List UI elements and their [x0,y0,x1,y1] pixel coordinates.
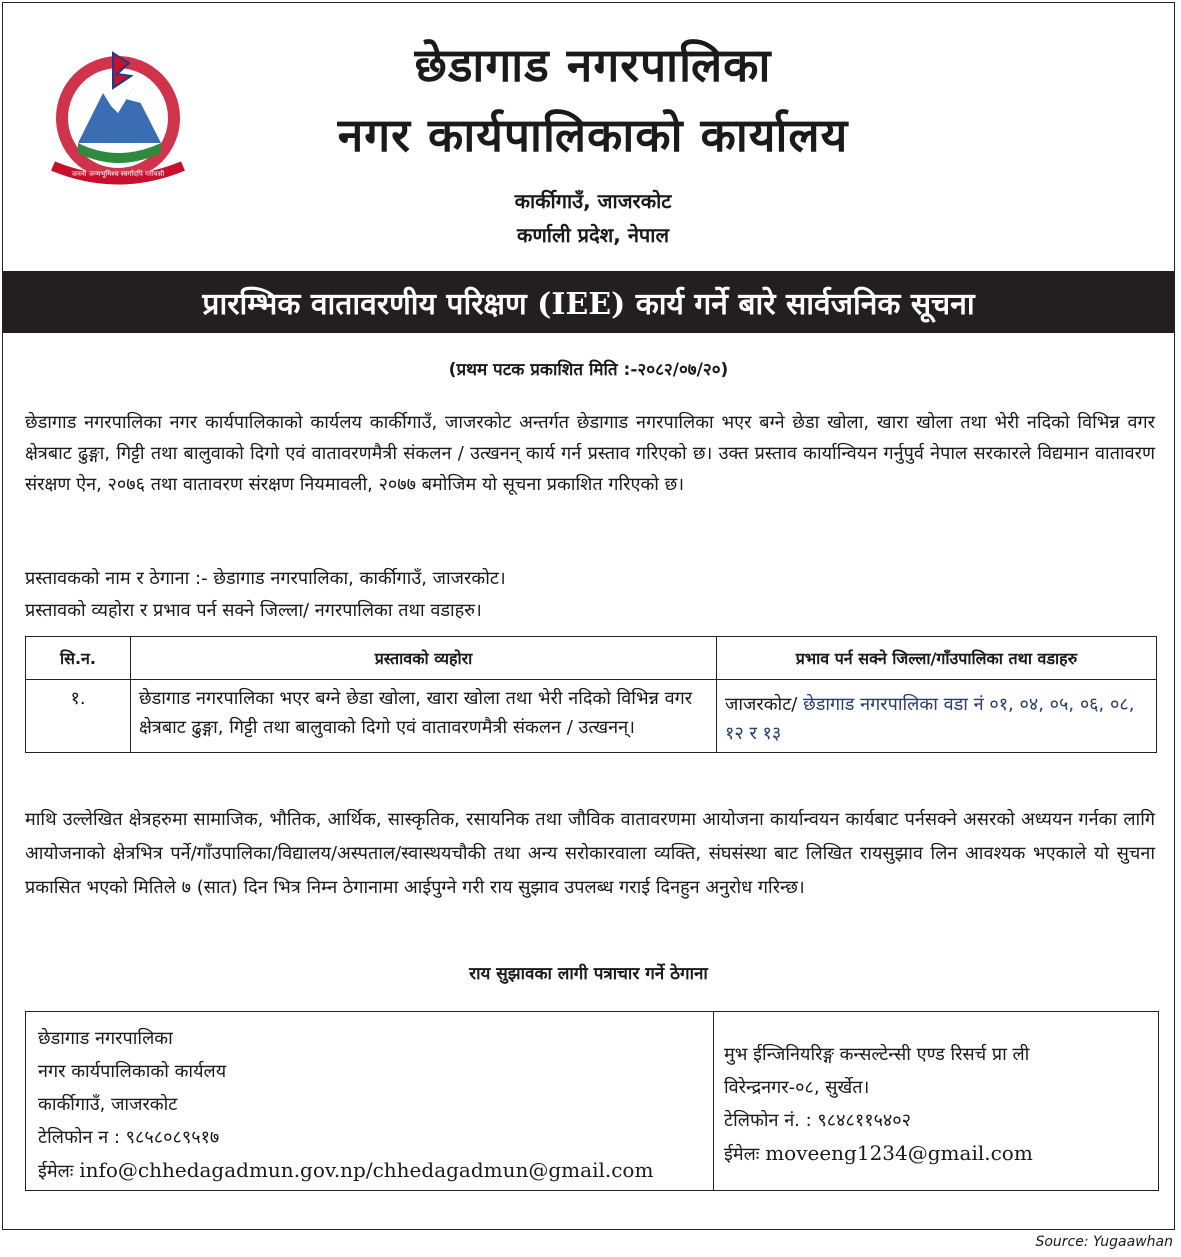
contact-left-line2: नगर कार्यपालिकाको कार्यलय [38,1061,227,1082]
proponent-info [25,563,506,627]
office-province: कर्णाली प्रदेश, नेपाल [516,223,670,247]
intro-paragraph: छेडागाड नगरपालिका नगर कार्यपालिकाको कार्यलय कार्कीगाउँ, जाजरकोट अन्तर्गत छेडागाड नगरपालिका भएर बग्ने छेडा खोला, खारा खोला तथा भेरी नदिको विभिन्न वगर क्षेत्रबाट ढुङ्गा, गिट्टी तथा बालुवाको दिगो एवं वातावरणमैत्री संकलन / उत्खनन् कार्य गर्न प्रस्ताव गरिएको छ। उक्त प्रस्ताव कार्यान्वियन गर्नुपुर्व नेपाल सरकारले विद्यमान वातावरण संरक्षण ऐन, २०७६ तथा वातावरण संरक्षण नियमावली, २०७७ बमोजिम यो सूचना प्रकाशित गरिएको छ। [25,412,1155,495]
proponent-name-address: प्रस्तावकको नाम र ठेगाना :- छेडागाड नगरपालिका, कार्कीगाउँ, जाजरकोट। [25,568,506,589]
email-label: ईमेलः [38,1161,74,1182]
public-notice [2,2,1175,1230]
request-paragraph: माथि उल्लेखित क्षेत्रहरुमा सामाजिक, भौतिक, आर्थिक, सास्कृतिक, रसायनिक तथा जौविक वातावरणमा आयोजना कार्यान्वयन कार्यबाट पर्नसक्ने असरको अध्ययन गर्नका लागि आयोजनाको क्षेत्रभित्र पर्ने/गाँउपालिका/विद्यालय/अस्पताल/स्वास्थयचौकी तथा अन्य सरोकारवाला व्यक्ति, संघसंस्था बाट लिखित रायसुझाव लिन आवश्यक भएकाले यो सुचना प्रकासित भएको मितिले ७ (सात) दिन भित्र निम्न ठेगानामा आईपुग्ने गरी राय सुझाव उपलब्ध गराई दिनहुन अनुरोध गरिन्छ। [25,809,1155,898]
row-description: छेडागाड नगरपालिका भएर बग्ने छेडा खोला, खारा खोला तथा भेरी नदिको विभिन्न वगर क्षेत्रबाट ढुङ्गा, गिट्टी तथा बालुवाको दिगो एवं वातावरणमैत्री संकलन / उत्खनन्। [131,680,717,753]
municipality-contact [26,1012,714,1190]
nepal-government-emblem [33,48,203,188]
row-sn: १. [26,680,131,753]
correspondence-heading: राय सुझावका लागी पत्राचार गर्ने ठेगाना [469,964,708,984]
contact-right-line2: विरेन्द्रनगर-०८, सुर्खेत। [724,1077,870,1098]
header-sn: सि.न. [26,637,131,680]
office-name: नगर कार्यपालिकाको कार्यालय [337,108,849,162]
contact-right-email-row [724,1137,1150,1171]
publish-date: (प्रथम पटक प्रकाशित मिति :-२०८२/०७/२०) [448,360,729,380]
contact-left-line1: छेडागाड नगरपालिका [38,1028,173,1049]
emblem-motto: जननी जन्मभूमिश्च स्वर्गादपि गरीयसी [71,170,165,178]
header-description: प्रस्तावको व्यहोरा [131,637,717,680]
contact-left-line3: कार्कीगाउँ, जाजरकोट [38,1094,178,1115]
row-district: जाजरकोट/ [725,694,798,715]
consultant-contact [714,1012,1158,1190]
header-affected-area: प्रभाव पर्न सक्ने जिल्ला/गाँउपालिका तथा वडाहरु [717,637,1157,680]
table-header-row [26,637,1157,680]
municipality-name: छेडागाड नगरपालिका [414,38,772,92]
contact-left-phone: टेलिफोन न : ९८५८०८९५१७ [38,1127,220,1148]
notice-title-banner: प्रारम्भिक वातावरणीय परिक्षण (IEE) कार्य गर्ने बारे सार्वजनिक सूचना [3,271,1174,333]
email-label: ईमेलः [724,1144,760,1165]
table-row [26,680,1157,753]
row-wards: छेडागाड नगरपालिका वडा नं ०१, ०४, ०५, ०६, ०८, १२ र १३ [725,694,1135,744]
correspondence-addresses [25,1011,1159,1191]
contact-left-email[interactable]: info@chhedagadmun.gov.np/chhedagadmun@gmail.com [79,1158,654,1182]
source-credit: Source: Yugaawhan [1035,1234,1173,1250]
proposal-impact-heading: प्रस्तावको व्यहोरा र प्रभाव पर्न सक्ने जिल्ला/ नगरपालिका तथा वडाहरु। [25,600,482,621]
contact-right-line1: मुभ ईन्जिनियरिङ्ग कन्सल्टेन्सी एण्ड रिसर्च प्रा ली [724,1044,1030,1065]
proposal-table [25,636,1157,753]
row-affected-area [717,680,1157,753]
contact-right-phone: टेलिफोन नं. : ९८४८११५४०२ [724,1110,912,1131]
office-address: कार्कीगाउँ, जाजरकोट [514,189,672,213]
contact-right-email[interactable]: moveeng1234@gmail.com [765,1141,1033,1165]
contact-left-email-row [38,1154,701,1188]
